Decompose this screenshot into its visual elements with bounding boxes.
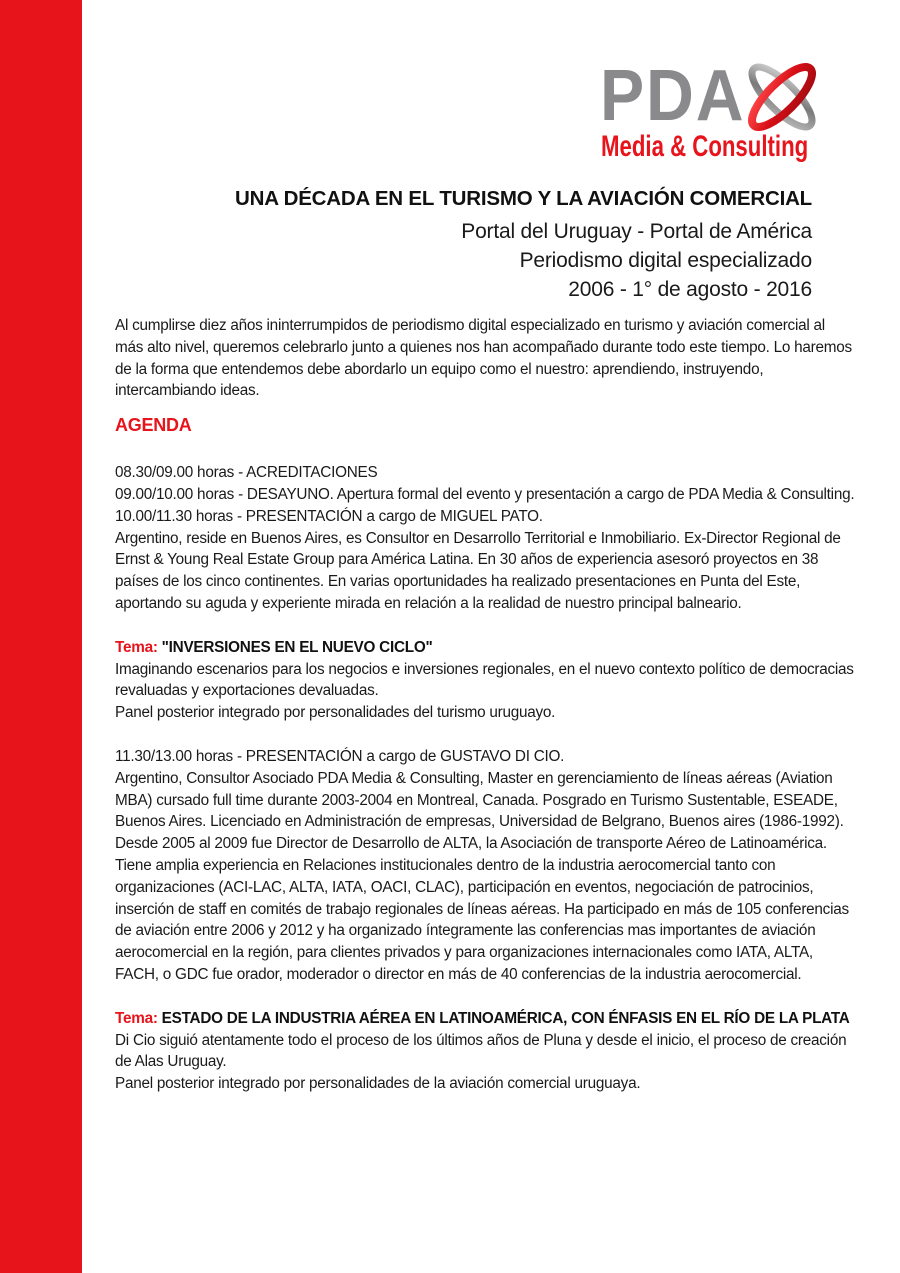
pda-logo	[600, 56, 822, 168]
tema-label: Tema:	[115, 638, 158, 656]
agenda-item-presentation-dicio: 11.30/13.00 horas - PRESENTACIÓN a cargo de GUSTAVO DI CIO.	[115, 747, 565, 765]
spacer	[115, 615, 855, 637]
tema-1-description: Imaginando escenarios para los negocios e inversiones regionales, en el nuevo contexto político de democracias revaluadas y exportaciones devaluadas.	[115, 660, 854, 700]
crossed-rings-icon	[740, 62, 824, 132]
tema-2-panel: Panel posterior integrado por personalidades de la aviación comercial uruguaya.	[115, 1075, 641, 1093]
speaker-bio-dicio: Argentino, Consultor Asociado PDA Media & Consulting, Master en gerenciamiento de líneas aéreas (Aviation MBA) cursado full time durante 2003-2004 en Montreal, Canada. Posgrado en Turismo Sustentable, ESEADE, Buenos Aires. Licenciado en Administración de empresas, Universidad de Belgrano, Buenos aires (1986-1992). Desde 2005 al 2009 fue Director de Desarrollo de ALTA, la Asociación de transporte Aéreo de Latinoamérica. Tiene amplia experiencia en Relaciones institucionales dentro de la industria aerocomercial tanto con organizaciones (ACI-LAC, ALTA, IATA, OACI, CLAC), participación en eventos, negociación de patrocinios, inserción de staff en comités de trabajo regionales de líneas aéreas. Ha participado en más de 105 conferencias de aviación entre 2006 y 2012 y ha organizado íntegramente las conferencias mas importantes de aviación aerocomercial en la región, para clientes privados y para organizaciones internacionales como IATA, ALTA, FACH, o GDC fue orador, moderador o director en más de 40 conferencias de la industria aerocomercial.	[115, 769, 849, 983]
agenda-item-presentation-pato: 10.00/11.30 horas - PRESENTACIÓN a cargo de MIGUEL PATO.	[115, 507, 543, 525]
logo-subtitle: Media & Consulting	[601, 130, 809, 163]
spacer	[115, 724, 855, 746]
tema-2-heading	[115, 1008, 855, 1030]
document-body	[115, 315, 855, 1095]
document-title: UNA DÉCADA EN EL TURISMO Y LA AVIACIÓN COMERCIAL	[235, 187, 812, 210]
tema-title: "INVERSIONES EN EL NUEVO CICLO"	[161, 638, 433, 656]
header-line-tagline: Periodismo digital especializado	[519, 249, 812, 272]
intro-paragraph: Al cumplirse diez años ininterrumpidos de periodismo digital especializado en turismo y aviación comercial al más alto nivel, queremos celebrarlo junto a quienes nos han acompañado durante todo este tiempo. Lo haremos de la forma que entendemos debe abordarlo un equipo como el nuestro: aprendiendo, instruyendo, intercambiando ideas.	[115, 317, 852, 400]
red-side-bar	[0, 0, 82, 1273]
header-line-date: 2006 - 1° de agosto - 2016	[568, 278, 812, 301]
header-line-portal: Portal del Uruguay - Portal de América	[461, 220, 812, 243]
tema-1-heading	[115, 637, 855, 659]
agenda-heading: AGENDA	[115, 415, 192, 436]
tema-label: Tema:	[115, 1009, 158, 1027]
logo-wordmark: PDA	[600, 56, 746, 136]
agenda-item-accreditation: 08.30/09.00 horas - ACREDITACIONES	[115, 464, 378, 482]
document-header	[235, 187, 812, 304]
tema-1-panel: Panel posterior integrado por personalidades del turismo uruguayo.	[115, 704, 556, 722]
tema-2-description: Di Cio siguió atentamente todo el proceso de los últimos años de Pluna y desde el inicio, el proceso de creación de Alas Uruguay.	[115, 1031, 847, 1071]
speaker-bio-pato: Argentino, reside en Buenos Aires, es Consultor en Desarrollo Territorial e Inmobiliario. Ex-Director Regional de Ernst & Young Real Estate Group para América Latina. En 30 años de experiencia asesoró proyectos en 38 países de los cinco continentes. En varias oportunidades ha realizado presentaciones en Punta del Este, aportando su aguda y experiente mirada en relación a la realidad de nuestro principal balneario.	[115, 529, 841, 612]
tema-title: ESTADO DE LA INDUSTRIA AÉREA EN LATINOAMÉRICA, CON ÉNFASIS EN EL RÍO DE LA PLATA	[161, 1009, 850, 1027]
spacer	[115, 986, 855, 1008]
agenda-item-breakfast: 09.00/10.00 horas - DESAYUNO. Apertura formal del evento y presentación a cargo de PDA Media & Consulting.	[115, 485, 855, 503]
